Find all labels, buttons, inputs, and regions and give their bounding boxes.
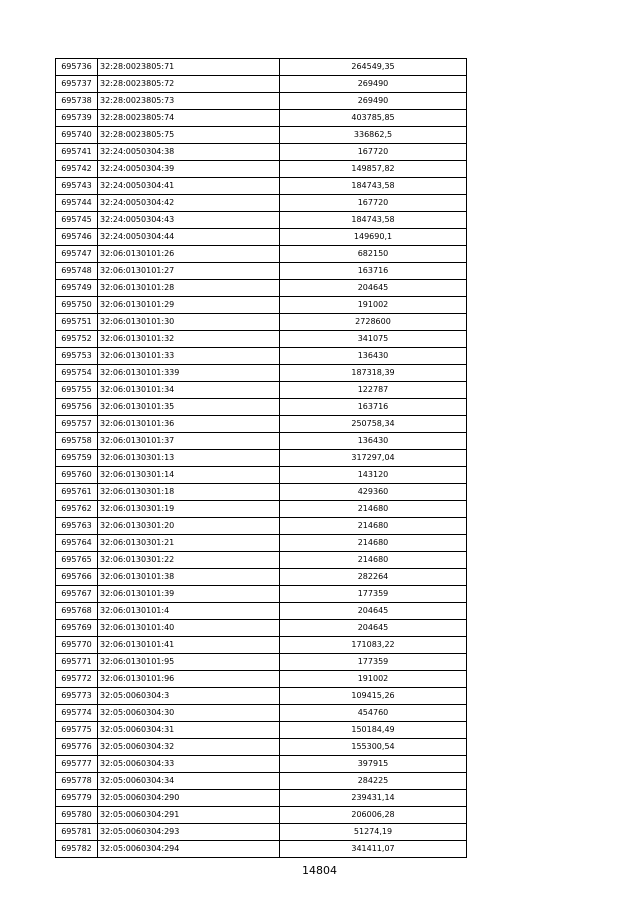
table-row xyxy=(56,161,467,178)
value-cell: 122787 xyxy=(280,382,467,399)
row-id-cell: 695775 xyxy=(56,722,98,739)
value-cell: 341075 xyxy=(280,331,467,348)
row-id-cell: 695778 xyxy=(56,773,98,790)
table-row xyxy=(56,280,467,297)
row-id-cell: 695741 xyxy=(56,144,98,161)
value-cell: 239431,14 xyxy=(280,790,467,807)
row-id-cell: 695769 xyxy=(56,620,98,637)
value-cell: 429360 xyxy=(280,484,467,501)
cadastral-number-cell: 32:05:0060304:3 xyxy=(98,688,280,705)
value-cell: 397915 xyxy=(280,756,467,773)
table-row xyxy=(56,93,467,110)
row-id-cell: 695756 xyxy=(56,399,98,416)
value-cell: 177359 xyxy=(280,654,467,671)
row-id-cell: 695770 xyxy=(56,637,98,654)
table-row xyxy=(56,76,467,93)
table-row xyxy=(56,654,467,671)
cadastral-number-cell: 32:24:0050304:42 xyxy=(98,195,280,212)
table-body xyxy=(56,59,467,858)
value-cell: 454760 xyxy=(280,705,467,722)
row-id-cell: 695742 xyxy=(56,161,98,178)
cadastral-number-cell: 32:06:0130101:37 xyxy=(98,433,280,450)
value-cell: 269490 xyxy=(280,93,467,110)
table-row xyxy=(56,212,467,229)
value-cell: 171083,22 xyxy=(280,637,467,654)
value-cell: 269490 xyxy=(280,76,467,93)
value-cell: 204645 xyxy=(280,280,467,297)
cadastral-number-cell: 32:06:0130101:96 xyxy=(98,671,280,688)
value-cell: 163716 xyxy=(280,263,467,280)
row-id-cell: 695757 xyxy=(56,416,98,433)
table-row xyxy=(56,586,467,603)
value-cell: 682150 xyxy=(280,246,467,263)
table-row xyxy=(56,518,467,535)
row-id-cell: 695745 xyxy=(56,212,98,229)
row-id-cell: 695780 xyxy=(56,807,98,824)
cadastral-number-cell: 32:06:0130101:36 xyxy=(98,416,280,433)
row-id-cell: 695744 xyxy=(56,195,98,212)
row-id-cell: 695749 xyxy=(56,280,98,297)
table-row xyxy=(56,178,467,195)
cadastral-number-cell: 32:06:0130101:35 xyxy=(98,399,280,416)
cadastral-number-cell: 32:28:0023805:75 xyxy=(98,127,280,144)
value-cell: 167720 xyxy=(280,144,467,161)
row-id-cell: 695761 xyxy=(56,484,98,501)
table-row xyxy=(56,790,467,807)
row-id-cell: 695740 xyxy=(56,127,98,144)
row-id-cell: 695736 xyxy=(56,59,98,76)
value-cell: 214680 xyxy=(280,552,467,569)
cadastral-number-cell: 32:05:0060304:34 xyxy=(98,773,280,790)
value-cell: 167720 xyxy=(280,195,467,212)
cadastral-number-cell: 32:06:0130101:34 xyxy=(98,382,280,399)
row-id-cell: 695767 xyxy=(56,586,98,603)
table-row xyxy=(56,144,467,161)
row-id-cell: 695737 xyxy=(56,76,98,93)
row-id-cell: 695765 xyxy=(56,552,98,569)
row-id-cell: 695747 xyxy=(56,246,98,263)
table-row xyxy=(56,552,467,569)
value-cell: 250758,34 xyxy=(280,416,467,433)
value-cell: 284225 xyxy=(280,773,467,790)
value-cell: 149857,82 xyxy=(280,161,467,178)
cadastral-number-cell: 32:06:0130101:27 xyxy=(98,263,280,280)
table-row xyxy=(56,331,467,348)
value-cell: 109415,26 xyxy=(280,688,467,705)
table-row xyxy=(56,382,467,399)
table-row xyxy=(56,297,467,314)
cadastral-number-cell: 32:06:0130101:26 xyxy=(98,246,280,263)
row-id-cell: 695754 xyxy=(56,365,98,382)
row-id-cell: 695752 xyxy=(56,331,98,348)
value-cell: 2728600 xyxy=(280,314,467,331)
value-cell: 136430 xyxy=(280,433,467,450)
row-id-cell: 695764 xyxy=(56,535,98,552)
value-cell: 264549,35 xyxy=(280,59,467,76)
table-row xyxy=(56,195,467,212)
row-id-cell: 695768 xyxy=(56,603,98,620)
value-cell: 341411,07 xyxy=(280,841,467,858)
cadastral-number-cell: 32:05:0060304:32 xyxy=(98,739,280,756)
value-cell: 191002 xyxy=(280,297,467,314)
row-id-cell: 695760 xyxy=(56,467,98,484)
row-id-cell: 695738 xyxy=(56,93,98,110)
cadastral-number-cell: 32:06:0130101:339 xyxy=(98,365,280,382)
value-cell: 150184,49 xyxy=(280,722,467,739)
row-id-cell: 695739 xyxy=(56,110,98,127)
row-id-cell: 695762 xyxy=(56,501,98,518)
cadastral-number-cell: 32:05:0060304:31 xyxy=(98,722,280,739)
cadastral-number-cell: 32:06:0130101:4 xyxy=(98,603,280,620)
table-row xyxy=(56,620,467,637)
table-row xyxy=(56,637,467,654)
table-row xyxy=(56,59,467,76)
table-row xyxy=(56,756,467,773)
row-id-cell: 695777 xyxy=(56,756,98,773)
row-id-cell: 695763 xyxy=(56,518,98,535)
table-row xyxy=(56,824,467,841)
row-id-cell: 695773 xyxy=(56,688,98,705)
table-row xyxy=(56,246,467,263)
cadastral-number-cell: 32:06:0130101:40 xyxy=(98,620,280,637)
table-row xyxy=(56,569,467,586)
cadastral-number-cell: 32:05:0060304:30 xyxy=(98,705,280,722)
cadastral-number-cell: 32:05:0060304:291 xyxy=(98,807,280,824)
table-row xyxy=(56,535,467,552)
table-row xyxy=(56,229,467,246)
row-id-cell: 695746 xyxy=(56,229,98,246)
row-id-cell: 695779 xyxy=(56,790,98,807)
table-row xyxy=(56,722,467,739)
cadastral-number-cell: 32:05:0060304:33 xyxy=(98,756,280,773)
page-number: 14804 xyxy=(302,864,337,877)
cadastral-number-cell: 32:24:0050304:38 xyxy=(98,144,280,161)
cadastral-number-cell: 32:06:0130301:21 xyxy=(98,535,280,552)
row-id-cell: 695758 xyxy=(56,433,98,450)
value-cell: 214680 xyxy=(280,535,467,552)
cadastral-number-cell: 32:28:0023805:73 xyxy=(98,93,280,110)
cadastral-number-cell: 32:06:0130101:28 xyxy=(98,280,280,297)
cadastral-number-cell: 32:06:0130101:32 xyxy=(98,331,280,348)
cadastral-number-cell: 32:24:0050304:44 xyxy=(98,229,280,246)
value-cell: 184743,58 xyxy=(280,212,467,229)
row-id-cell: 695774 xyxy=(56,705,98,722)
row-id-cell: 695753 xyxy=(56,348,98,365)
row-id-cell: 695759 xyxy=(56,450,98,467)
table-row xyxy=(56,671,467,688)
cadastral-number-cell: 32:05:0060304:293 xyxy=(98,824,280,841)
row-id-cell: 695771 xyxy=(56,654,98,671)
cadastral-number-cell: 32:06:0130101:38 xyxy=(98,569,280,586)
row-id-cell: 695751 xyxy=(56,314,98,331)
value-cell: 177359 xyxy=(280,586,467,603)
cadastral-number-cell: 32:06:0130101:33 xyxy=(98,348,280,365)
value-cell: 282264 xyxy=(280,569,467,586)
value-cell: 149690,1 xyxy=(280,229,467,246)
table-row xyxy=(56,501,467,518)
table-row xyxy=(56,841,467,858)
table-row xyxy=(56,603,467,620)
row-id-cell: 695776 xyxy=(56,739,98,756)
cadastral-number-cell: 32:28:0023805:74 xyxy=(98,110,280,127)
value-cell: 143120 xyxy=(280,467,467,484)
value-cell: 206006,28 xyxy=(280,807,467,824)
table-row xyxy=(56,127,467,144)
cadastral-number-cell: 32:06:0130301:22 xyxy=(98,552,280,569)
table-row xyxy=(56,399,467,416)
row-id-cell: 695743 xyxy=(56,178,98,195)
table-row xyxy=(56,807,467,824)
value-cell: 317297,04 xyxy=(280,450,467,467)
value-cell: 184743,58 xyxy=(280,178,467,195)
table-row xyxy=(56,773,467,790)
cadastral-number-cell: 32:06:0130101:41 xyxy=(98,637,280,654)
cadastral-number-cell: 32:06:0130301:14 xyxy=(98,467,280,484)
row-id-cell: 695755 xyxy=(56,382,98,399)
cadastral-number-cell: 32:24:0050304:39 xyxy=(98,161,280,178)
cadastral-number-cell: 32:06:0130301:18 xyxy=(98,484,280,501)
value-cell: 204645 xyxy=(280,603,467,620)
value-cell: 403785,85 xyxy=(280,110,467,127)
table-row xyxy=(56,688,467,705)
table-row xyxy=(56,110,467,127)
value-cell: 336862,5 xyxy=(280,127,467,144)
value-cell: 187318,39 xyxy=(280,365,467,382)
row-id-cell: 695781 xyxy=(56,824,98,841)
cadastral-number-cell: 32:24:0050304:43 xyxy=(98,212,280,229)
cadastral-number-cell: 32:24:0050304:41 xyxy=(98,178,280,195)
cadastral-number-cell: 32:06:0130301:20 xyxy=(98,518,280,535)
table-row xyxy=(56,263,467,280)
value-cell: 191002 xyxy=(280,671,467,688)
cadastral-number-cell: 32:05:0060304:290 xyxy=(98,790,280,807)
cadastral-number-cell: 32:28:0023805:71 xyxy=(98,59,280,76)
table-row xyxy=(56,450,467,467)
cadastral-value-table xyxy=(55,58,467,858)
table-row xyxy=(56,467,467,484)
cadastral-number-cell: 32:28:0023805:72 xyxy=(98,76,280,93)
row-id-cell: 695766 xyxy=(56,569,98,586)
value-cell: 136430 xyxy=(280,348,467,365)
cadastral-number-cell: 32:06:0130101:30 xyxy=(98,314,280,331)
row-id-cell: 695748 xyxy=(56,263,98,280)
value-cell: 214680 xyxy=(280,501,467,518)
value-cell: 51274,19 xyxy=(280,824,467,841)
cadastral-number-cell: 32:06:0130101:95 xyxy=(98,654,280,671)
value-cell: 163716 xyxy=(280,399,467,416)
table-row xyxy=(56,433,467,450)
row-id-cell: 695772 xyxy=(56,671,98,688)
cadastral-number-cell: 32:06:0130301:19 xyxy=(98,501,280,518)
table-row xyxy=(56,739,467,756)
table-row xyxy=(56,348,467,365)
table-row xyxy=(56,416,467,433)
cadastral-number-cell: 32:05:0060304:294 xyxy=(98,841,280,858)
table-row xyxy=(56,314,467,331)
value-cell: 204645 xyxy=(280,620,467,637)
value-cell: 155300,54 xyxy=(280,739,467,756)
row-id-cell: 695782 xyxy=(56,841,98,858)
table-row xyxy=(56,484,467,501)
value-cell: 214680 xyxy=(280,518,467,535)
cadastral-number-cell: 32:06:0130301:13 xyxy=(98,450,280,467)
cadastral-number-cell: 32:06:0130101:29 xyxy=(98,297,280,314)
table-row xyxy=(56,705,467,722)
cadastral-number-cell: 32:06:0130101:39 xyxy=(98,586,280,603)
table-row xyxy=(56,365,467,382)
row-id-cell: 695750 xyxy=(56,297,98,314)
